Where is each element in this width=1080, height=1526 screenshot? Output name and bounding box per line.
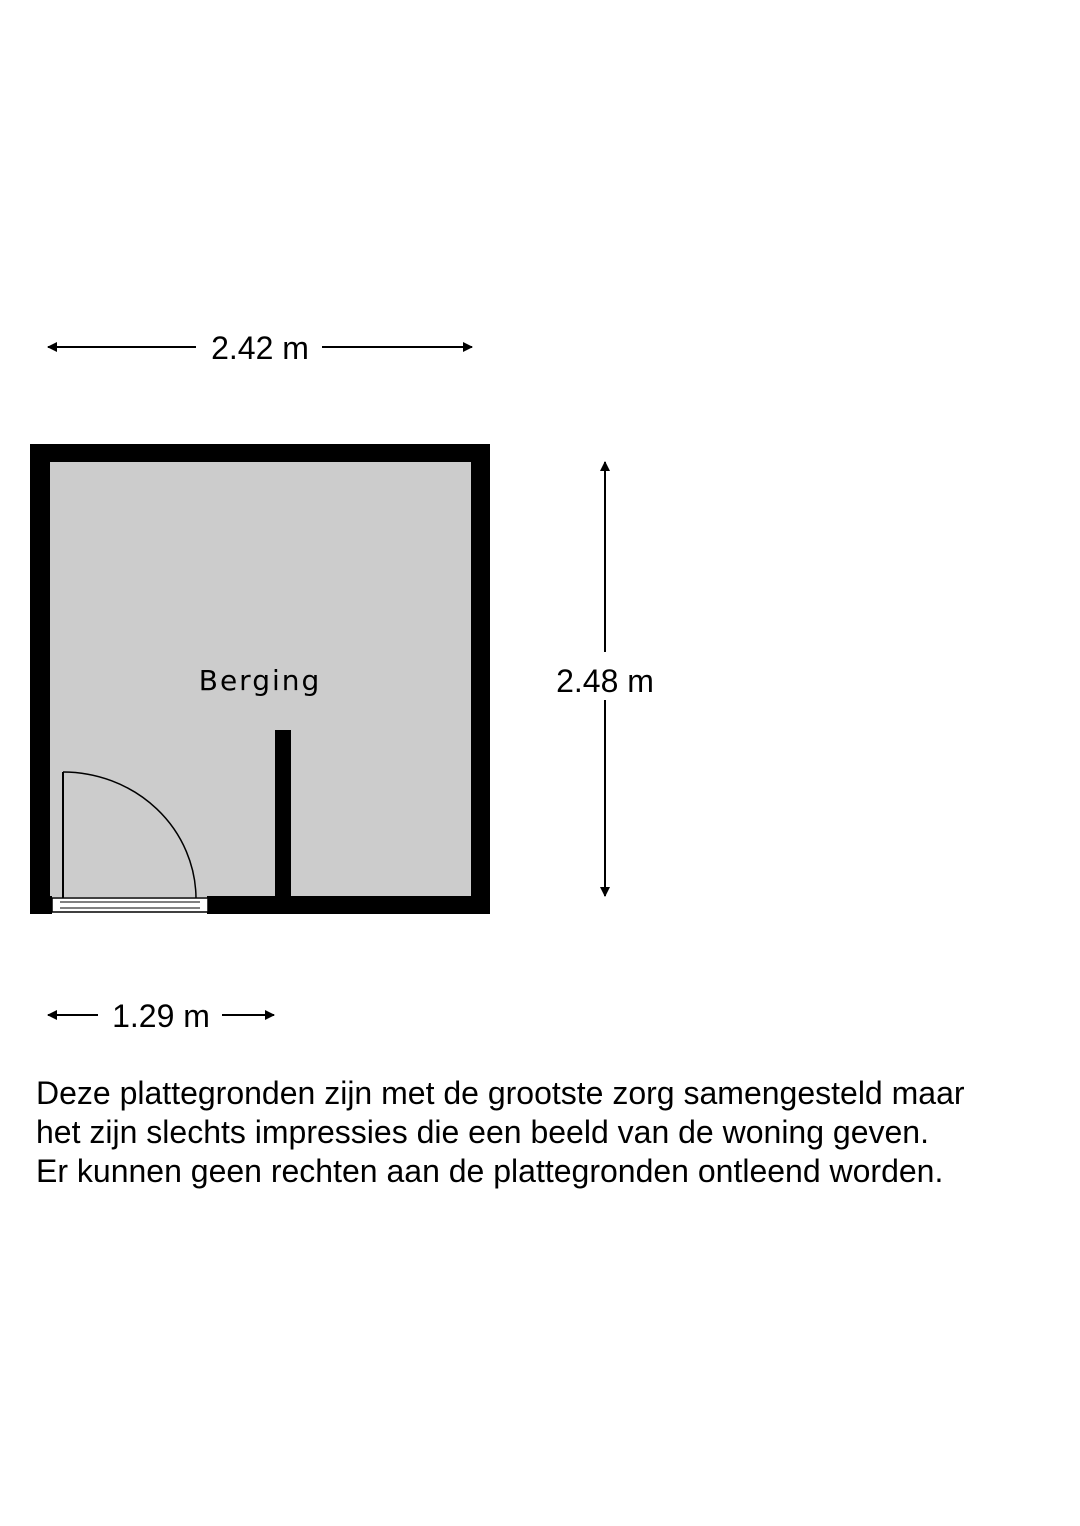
- depth-dimension: [556, 462, 654, 896]
- disclaimer-line: Er kunnen geen rechten aan de plattegronden ontleend worden.: [36, 1153, 944, 1189]
- disclaimer-line: het zijn slechts impressies die een beeld van de woning geven.: [36, 1114, 929, 1150]
- partition-wall: [275, 730, 291, 900]
- disclaimer-line: Deze plattegronden zijn met de grootste zorg samengesteld maar: [36, 1075, 965, 1111]
- door-wall-dimension: [48, 998, 274, 1034]
- door-threshold: [52, 898, 208, 912]
- disclaimer-text: [36, 1074, 1076, 1191]
- wall-bottom-left-stub: [30, 896, 52, 914]
- width-dimension: [48, 330, 472, 366]
- room-label: Berging: [198, 664, 322, 697]
- depth-dimension-label: 2.48 m: [556, 663, 654, 699]
- wall-right: [471, 444, 490, 914]
- wall-bottom: [207, 896, 490, 914]
- wall-left: [30, 444, 50, 914]
- width-dimension-label: 2.42 m: [211, 330, 309, 366]
- door-wall-dimension-label: 1.29 m: [112, 998, 210, 1034]
- wall-top: [30, 444, 490, 462]
